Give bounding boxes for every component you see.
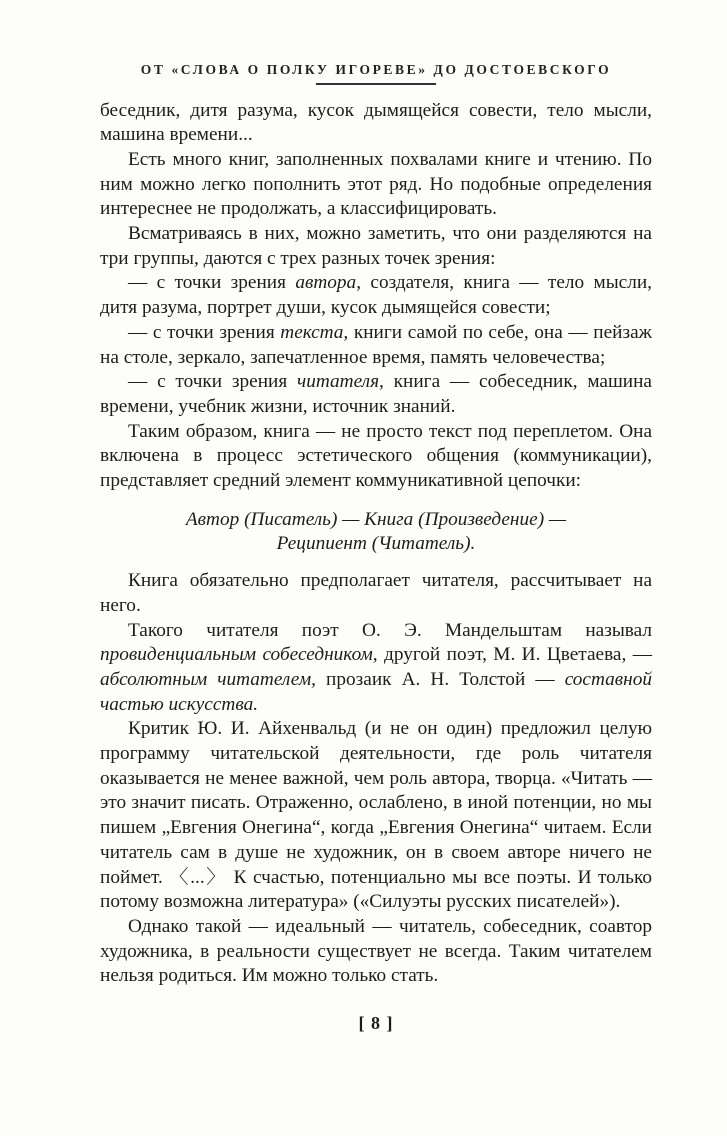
page-body — [100, 99, 652, 990]
communication-chain — [100, 508, 652, 557]
paragraph-11: Однако такой — идеальный — читатель, собеседник, соавтор художника, в реальности существует не всегда. Таким читателем нельзя родиться. Им можно только стать. — [100, 916, 652, 987]
list-item-text: — с точки зрения текста, книги самой по себе, она — пейзаж на столе, зеркало, запечатленное время, память человечества; — [100, 321, 652, 368]
paragraph-2: Есть много книг, заполненных похвалами книге и чтению. По ним можно легко пополнить этот ряд. Но подобные определения интереснее не продолжать, а классифицировать. — [100, 148, 652, 220]
paragraph-7: Таким образом, книга — не просто текст под переплетом. Она включена в процесс эстетического общения (коммуникации), представляет средний элемент коммуникативной цепочки: — [100, 420, 652, 492]
book-page — [100, 58, 652, 1034]
paragraph-1: беседник, дитя разума, кусок дымящейся совести, тело мысли, машина времени... — [100, 99, 652, 146]
formula-line-1: Автор (Писатель) — Книга (Произведение) — — [185, 508, 567, 530]
list-item-author: — с точки зрения автора, создателя, книга — тело мысли, дитя разума, портрет души, кусок дымящейся совести; — [100, 272, 652, 319]
running-title: ОТ «СЛОВА О ПОЛКУ ИГОРЕВЕ» ДО ДОСТОЕВСКОГО — [140, 62, 612, 77]
paragraph-9: Такого читателя поэт О. Э. Мандельштам называл провиденциальным собеседником, другой поэт, М. И. Цветаева, — абсолютным читателем, прозаик А. Н. Толстой — составной частью искусства. — [100, 619, 652, 715]
paragraph-10: Критик Ю. И. Айхенвальд (и не он один) предложил целую программу читательской деятельности, где роль читателя оказывается не менее важной, чем роль автора, творца. «Читать — это значит писать. Отраженно, ослаблено, в иной потенции, но мы пишем „Евгения Онегина“, когда „Евгения Онегина“ читаем. Если читатель сам в душе не художник, он в своем авторе ничего не поймет. 〈...〉 К счастью, потенциально мы все поэты. И только потому возможна литература» («Силуэты русских писателей»). — [100, 718, 652, 913]
page-number: [ 8 ] — [358, 1013, 394, 1034]
formula-line-2: Реципиент (Читатель). — [276, 533, 476, 555]
paragraph-3: Всматриваясь в них, можно заметить, что они разделяются на три группы, даются с трех разных точек зрения: — [100, 223, 652, 269]
paragraph-8: Книга обязательно предполагает читателя, рассчитывает на него. — [100, 570, 652, 616]
list-item-reader: — с точки зрения читателя, книга — собеседник, машина времени, учебник жизни, источник знаний. — [100, 371, 652, 417]
header-rule — [316, 83, 436, 85]
